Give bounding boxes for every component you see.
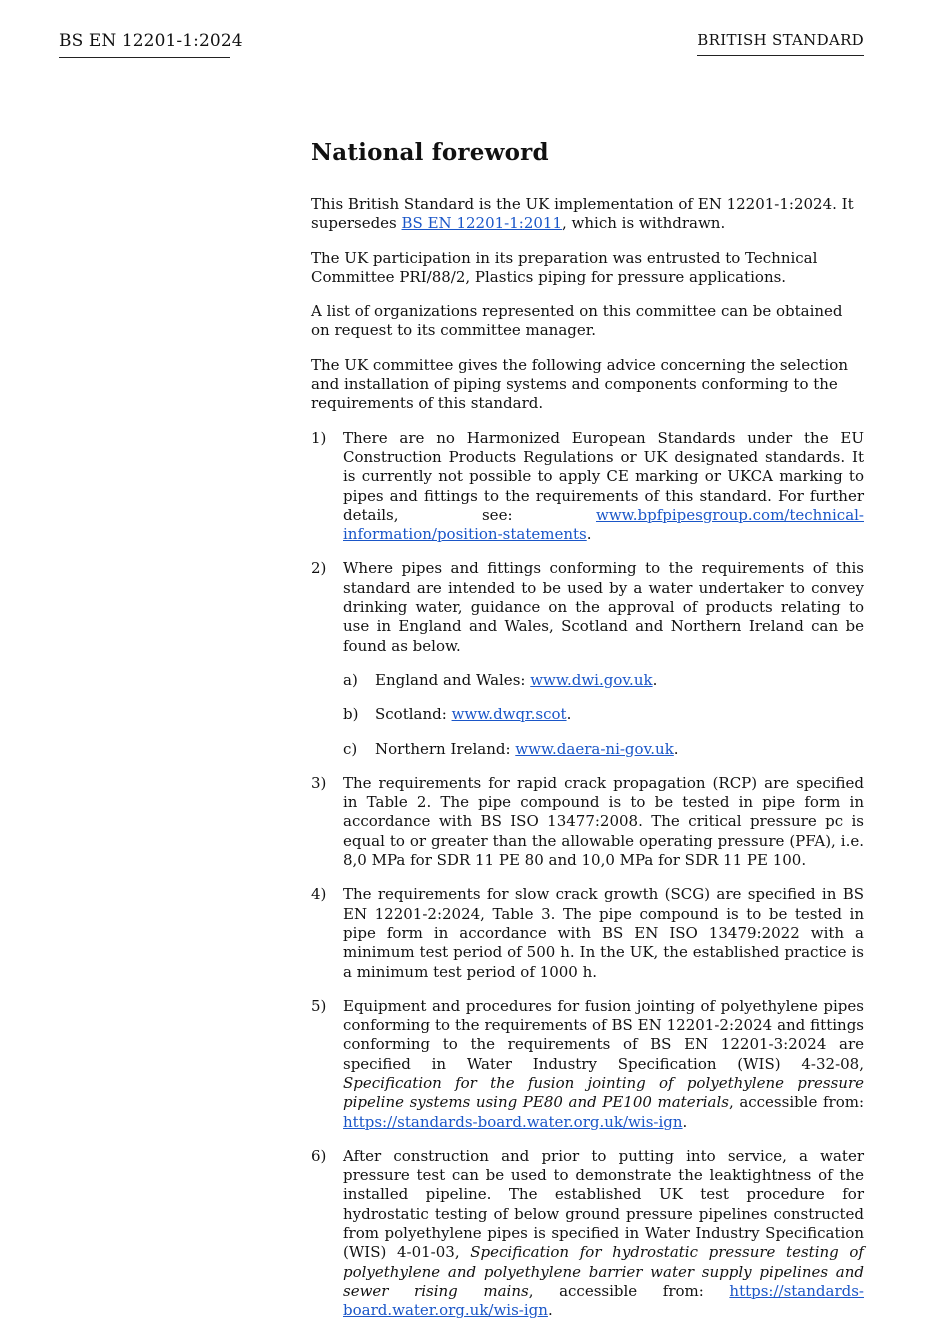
list-item-1: 1) There are no Harmonized European Standards under the EU Construction Products Regulations or UK designated standards. It is currently not possible to apply CE marking or UKCA marking to pipes and fittings to the requirements of this standard. For further details, see: www.bpfpipesgroup.com/technical-information/position-statements. [311, 428, 864, 544]
sub-item-a: a) England and Wales: www.dwi.gov.uk. [343, 670, 658, 689]
list-item-4: 4) The requirements for slow crack growth (SCG) are specified in BS EN 12201-2:2024, Table 3. The pipe compound is to be tested in pipe form in accordance with BS EN ISO 13479:2022 with a minimum test period of 500 h. In the UK, the established practice is a minimum test period of 1000 h. [311, 885, 864, 981]
foreword-content [311, 138, 864, 1336]
paragraph-implementation: This British Standard is the UK implementation of EN 12201-1:2024. It supersedes BS EN 12201-1:2011, which is withdrawn. [311, 195, 854, 233]
page-title: National foreword [311, 139, 549, 166]
list-item-5: 5) Equipment and procedures for fusion jointing of polyethylene pipes conforming to the requirements of BS EN 12201-2:2024 and fittings conforming to the requirements of BS EN 12201-3:2024 are specified in Water Industry Specification (WIS) 4-32-08, Specification for the fusion jointing of polyethylene pressure pipeline systems using PE80 and PE100 materials, accessible from: https://standards-board.water.org.uk/wis-ign. [311, 996, 864, 1131]
paragraph-organizations: A list of organizations represented on this committee can be obtained on request to its committee manager. [311, 302, 843, 340]
list-item-2: 2) Where pipes and fittings conforming to the requirements of this standard are intended to be used by a water undertaker to convey drinking water, guidance on the approval of products relating to use in England and Wales, Scotland and Northern Ireland can be found as below. a) England and Wales: www.dwi.gov.uk. b) Scotland: www.dwqr.scot. c) Northern Ireland: www.daera-ni-gov.uk. [311, 559, 864, 758]
bpf-position-statements-link[interactable]: www.bpfpipesgroup.com/technical-information/position-statements [343, 505, 864, 544]
document-type-header: BRITISH STANDARD [697, 31, 864, 56]
list-number: 3) [311, 773, 327, 792]
paragraph-advice: The UK committee gives the following advice concerning the selection and installation of piping systems and components conforming to the requirements of this standard. [311, 355, 848, 413]
list-number: 6) [311, 1146, 327, 1165]
paragraph-committee: The UK participation in its preparation was entrusted to Technical Committee PRI/88/2, Plastics piping for pressure applications. [311, 248, 818, 286]
wis-4-01-03-title: Specification for hydrostatic pressure testing of polyethylene and polyethylene barrier water supply pipelines and sewer rising mains [343, 1243, 864, 1300]
list-item-3: 3) The requirements for rapid crack propagation (RCP) are specified in Table 2. The pipe compound is to be tested in pipe form in accordance with BS ISO 13477:2008. The critical pressure pc is equal to or greater than the allowable operating pressure (PFA), i.e. 8,0 MPa for SDR 11 PE 80 and 10,0 MPa for SDR 11 PE 100. [311, 773, 864, 870]
list-number: 2) [311, 559, 327, 578]
document-id-header: BS EN 12201-1:2024 [59, 31, 230, 58]
list-number: 4) [311, 885, 327, 904]
standards-board-link[interactable]: https://standards-board.water.org.uk/wis-ign [343, 1112, 683, 1131]
daera-link[interactable]: www.daera-ni-gov.uk [515, 739, 674, 758]
dwqr-link[interactable]: www.dwqr.scot [451, 705, 567, 724]
list-number: 1) [311, 428, 327, 447]
wis-4-32-08-title: Specification for the fusion jointing of polyethylene pressure pipeline systems using PE80 and PE100 materials [343, 1073, 864, 1112]
list-number: 5) [311, 996, 327, 1015]
dwi-link[interactable]: www.dwi.gov.uk [530, 670, 653, 689]
sub-item-c: c) Northern Ireland: www.daera-ni-gov.uk. [343, 739, 679, 758]
standards-board-link[interactable]: https://standards-board.water.org.uk/wis-ign [343, 1281, 864, 1320]
sub-item-b: b) Scotland: www.dwqr.scot. [343, 705, 572, 724]
list-item-6: 6) After construction and prior to putting into service, a water pressure test can be used to demonstrate the leaktightness of the installed pipeline. The established UK test procedure for hydrostatic testing of below ground pressure pipelines constructed from polyethylene pipes is specified in Water Industry Specification (WIS) 4-01-03, Specification for hydrostatic pressure testing of polyethylene and polyethylene barrier water supply pipelines and sewer rising mains, accessible from: https://standards-board.water.org.uk/wis-ign. [311, 1146, 864, 1320]
superseded-standard-link[interactable]: BS EN 12201-1:2011 [401, 214, 562, 233]
